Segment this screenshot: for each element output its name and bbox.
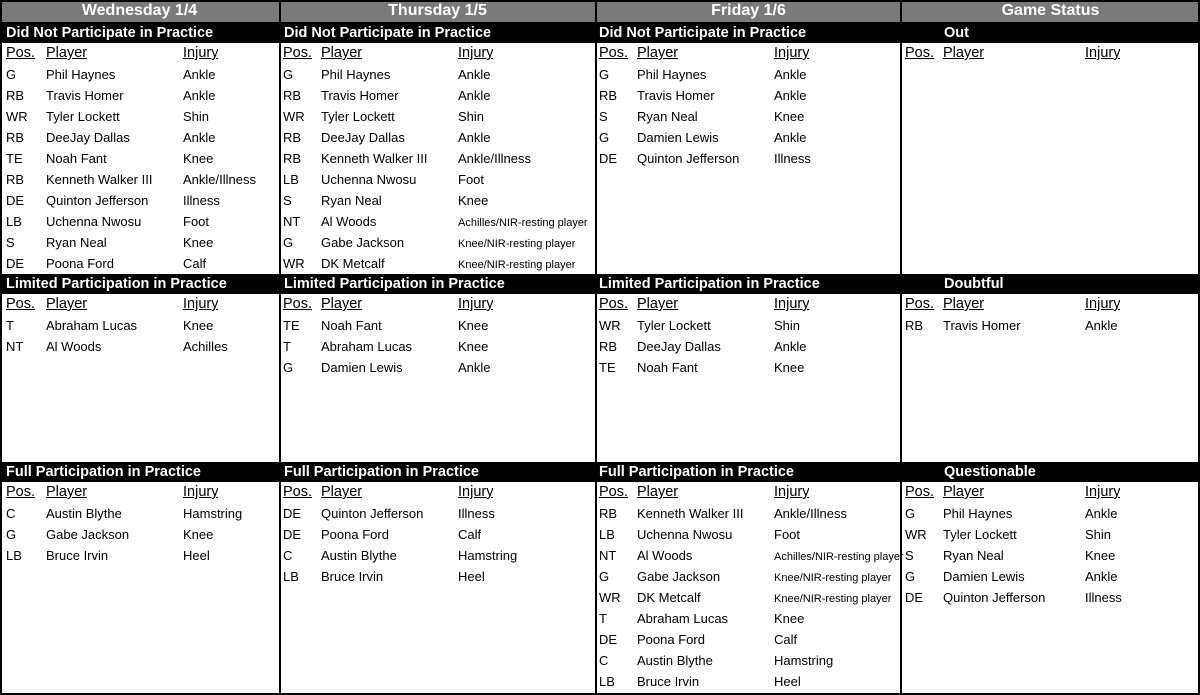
player-injury: Heel xyxy=(183,548,210,563)
player-injury: Knee/NIR-resting player xyxy=(458,259,576,271)
player-name: DeeJay Dallas xyxy=(637,339,721,354)
player-name: Poona Ford xyxy=(637,632,705,647)
player-name: Phil Haynes xyxy=(321,67,391,82)
player-position: WR xyxy=(283,256,305,271)
player-name: Uchenna Nwosu xyxy=(46,214,142,229)
player-column-header: Player xyxy=(321,484,363,500)
player-name: Gabe Jackson xyxy=(46,527,130,542)
player-position: RB xyxy=(6,88,25,103)
player-name: Tyler Lockett xyxy=(637,318,711,333)
player-injury: Heel xyxy=(458,569,485,584)
player-injury: Ankle xyxy=(774,67,807,82)
pos-column-header: Pos. xyxy=(599,45,629,61)
section-title-fri-dnp: Did Not Participate in Practice xyxy=(596,23,901,43)
player-name: Phil Haynes xyxy=(943,506,1013,521)
player-injury: Ankle xyxy=(774,339,807,354)
player-name: Phil Haynes xyxy=(637,67,707,82)
player-injury: Ankle xyxy=(458,88,491,103)
section-title-out: Out xyxy=(901,23,1200,43)
player-position: G xyxy=(6,527,17,542)
player-name: DK Metcalf xyxy=(637,590,701,605)
player-injury: Hamstring xyxy=(774,653,834,668)
player-injury: Calf xyxy=(183,256,207,271)
player-position: S xyxy=(905,548,914,563)
player-injury: Knee xyxy=(183,235,214,250)
injury-column-header: Injury xyxy=(458,296,494,312)
player-position: G xyxy=(905,569,916,584)
section-title-fri-full: Full Participation in Practice xyxy=(596,462,901,482)
player-injury: Ankle xyxy=(1085,506,1118,521)
player-name: Damien Lewis xyxy=(321,360,403,375)
player-name: Abraham Lucas xyxy=(321,339,413,354)
player-injury: Ankle xyxy=(774,130,807,145)
column-divider xyxy=(595,0,597,695)
pos-column-header: Pos. xyxy=(599,296,629,312)
player-injury: Knee xyxy=(774,611,805,626)
player-position: WR xyxy=(283,109,305,124)
player-position: RB xyxy=(905,318,924,333)
player-column-header: Player xyxy=(943,296,985,312)
player-name: Uchenna Nwosu xyxy=(321,172,417,187)
section-title-thu-full: Full Participation in Practice xyxy=(279,462,596,482)
player-name: Al Woods xyxy=(637,548,693,563)
player-injury: Foot xyxy=(774,527,801,542)
injury-column-header: Injury xyxy=(1085,45,1121,61)
player-position: LB xyxy=(6,548,22,563)
player-name: Bruce Irvin xyxy=(321,569,384,584)
player-position: RB xyxy=(283,130,302,145)
player-position: RB xyxy=(6,172,25,187)
player-name: Tyler Lockett xyxy=(46,109,120,124)
player-name: Al Woods xyxy=(321,214,377,229)
player-column-header: Player xyxy=(943,45,985,61)
column-header-friday: Friday 1/6 xyxy=(596,0,901,22)
player-name: Noah Fant xyxy=(637,360,698,375)
player-position: G xyxy=(599,130,610,145)
player-position: T xyxy=(599,611,607,626)
player-column-header: Player xyxy=(637,45,679,61)
player-name: Damien Lewis xyxy=(637,130,719,145)
pos-column-header: Pos. xyxy=(6,45,36,61)
player-position: DE xyxy=(283,527,302,542)
player-position: RB xyxy=(599,88,618,103)
injury-column-header: Injury xyxy=(774,484,810,500)
player-injury: Ankle xyxy=(1085,569,1118,584)
column-header-wednesday: Wednesday 1/4 xyxy=(0,0,279,22)
player-position: S xyxy=(599,109,608,124)
injury-column-header: Injury xyxy=(774,296,810,312)
player-position: DE xyxy=(6,256,25,271)
pos-column-header: Pos. xyxy=(6,296,36,312)
column-header-game-status: Game Status xyxy=(901,0,1200,22)
player-name: Ryan Neal xyxy=(321,193,382,208)
player-name: Travis Homer xyxy=(943,318,1021,333)
player-position: NT xyxy=(6,339,24,354)
player-position: G xyxy=(905,506,916,521)
player-name: Austin Blythe xyxy=(46,506,122,521)
player-name: Bruce Irvin xyxy=(46,548,109,563)
player-injury: Knee xyxy=(183,151,214,166)
player-injury: Ankle xyxy=(458,130,491,145)
player-column-header: Player xyxy=(321,45,363,61)
player-position: T xyxy=(6,318,14,333)
player-injury: Ankle xyxy=(458,67,491,82)
player-position: C xyxy=(283,548,293,563)
player-injury: Ankle xyxy=(1085,318,1118,333)
player-name: Abraham Lucas xyxy=(637,611,729,626)
section-title-thu-limited: Limited Participation in Practice xyxy=(279,274,596,294)
player-injury: Ankle/Illness xyxy=(183,172,256,187)
player-injury: Knee xyxy=(183,527,214,542)
player-injury: Shin xyxy=(774,318,801,333)
player-name: DeeJay Dallas xyxy=(46,130,130,145)
player-column-header: Player xyxy=(321,296,363,312)
player-name: DeeJay Dallas xyxy=(321,130,405,145)
player-position: G xyxy=(283,235,294,250)
player-name: Phil Haynes xyxy=(46,67,116,82)
pos-column-header: Pos. xyxy=(905,296,935,312)
player-name: Tyler Lockett xyxy=(321,109,395,124)
player-name: Quinton Jefferson xyxy=(321,506,424,521)
player-injury: Shin xyxy=(183,109,210,124)
player-position: DE xyxy=(905,590,924,605)
player-position: WR xyxy=(905,527,927,542)
player-position: LB xyxy=(599,674,615,689)
pos-column-header: Pos. xyxy=(283,296,313,312)
player-injury: Ankle/Illness xyxy=(458,151,531,166)
player-position: G xyxy=(283,67,294,82)
player-position: DE xyxy=(599,632,618,647)
player-position: TE xyxy=(283,318,300,333)
player-injury: Illness xyxy=(1085,590,1122,605)
player-name: Poona Ford xyxy=(321,527,389,542)
player-position: WR xyxy=(599,590,621,605)
section-title-fri-limited: Limited Participation in Practice xyxy=(596,274,901,294)
player-injury: Achilles xyxy=(183,339,228,354)
player-injury: Knee/NIR-resting player xyxy=(458,238,576,250)
injury-column-header: Injury xyxy=(183,296,219,312)
player-injury: Ankle xyxy=(183,130,216,145)
player-injury: Achilles/NIR-resting player xyxy=(458,217,588,229)
section-title-questionable: Questionable xyxy=(901,462,1200,482)
player-name: Tyler Lockett xyxy=(943,527,1017,542)
section-title-wed-full: Full Participation in Practice xyxy=(0,462,279,482)
player-name: Ryan Neal xyxy=(46,235,107,250)
player-position: C xyxy=(599,653,609,668)
player-injury: Shin xyxy=(458,109,485,124)
player-injury: Calf xyxy=(774,632,798,647)
section-title-wed-dnp: Did Not Participate in Practice xyxy=(0,23,279,43)
player-name: Abraham Lucas xyxy=(46,318,138,333)
injury-column-header: Injury xyxy=(774,45,810,61)
player-position: LB xyxy=(6,214,22,229)
pos-column-header: Pos. xyxy=(283,45,313,61)
player-name: Austin Blythe xyxy=(637,653,713,668)
column-divider xyxy=(900,0,902,695)
injury-column-header: Injury xyxy=(1085,296,1121,312)
player-name: Travis Homer xyxy=(46,88,124,103)
player-position: RB xyxy=(283,151,302,166)
injury-column-header: Injury xyxy=(1085,484,1121,500)
player-injury: Ankle xyxy=(458,360,491,375)
player-injury: Illness xyxy=(183,193,220,208)
player-position: S xyxy=(6,235,15,250)
player-column-header: Player xyxy=(637,484,679,500)
header-divider xyxy=(0,22,1200,23)
player-name: Travis Homer xyxy=(637,88,715,103)
player-column-header: Player xyxy=(46,484,88,500)
player-position: DE xyxy=(599,151,618,166)
player-position: RB xyxy=(599,339,618,354)
player-position: C xyxy=(6,506,16,521)
injury-column-header: Injury xyxy=(458,484,494,500)
player-name: DK Metcalf xyxy=(321,256,385,271)
player-injury: Calf xyxy=(458,527,482,542)
player-position: WR xyxy=(599,318,621,333)
player-position: RB xyxy=(599,506,618,521)
player-injury: Knee xyxy=(458,193,489,208)
player-injury: Knee xyxy=(458,318,489,333)
player-position: NT xyxy=(283,214,301,229)
player-injury: Knee xyxy=(774,109,805,124)
pos-column-header: Pos. xyxy=(599,484,629,500)
player-name: Kenneth Walker III xyxy=(46,172,153,187)
player-injury: Shin xyxy=(1085,527,1112,542)
player-name: Kenneth Walker III xyxy=(321,151,428,166)
player-name: Ryan Neal xyxy=(637,109,698,124)
player-position: G xyxy=(283,360,294,375)
player-injury: Ankle xyxy=(774,88,807,103)
player-injury: Hamstring xyxy=(458,548,518,563)
player-injury: Knee xyxy=(774,360,805,375)
player-position: NT xyxy=(599,548,617,563)
player-position: DE xyxy=(6,193,25,208)
player-name: Damien Lewis xyxy=(943,569,1025,584)
section-title-thu-dnp: Did Not Participate in Practice xyxy=(279,23,596,43)
player-name: Noah Fant xyxy=(46,151,107,166)
player-name: Poona Ford xyxy=(46,256,114,271)
player-name: Quinton Jefferson xyxy=(46,193,149,208)
player-name: Noah Fant xyxy=(321,318,382,333)
player-name: Kenneth Walker III xyxy=(637,506,744,521)
player-name: Quinton Jefferson xyxy=(943,590,1046,605)
player-injury: Illness xyxy=(458,506,495,521)
player-injury: Knee xyxy=(1085,548,1116,563)
player-name: Uchenna Nwosu xyxy=(637,527,733,542)
player-injury: Heel xyxy=(774,674,801,689)
player-injury: Knee/NIR-resting player xyxy=(774,593,892,605)
player-injury: Hamstring xyxy=(183,506,243,521)
player-name: Bruce Irvin xyxy=(637,674,700,689)
player-injury: Ankle/Illness xyxy=(774,506,847,521)
player-position: LB xyxy=(283,172,299,187)
section-title-doubtful: Doubtful xyxy=(901,274,1200,294)
player-name: Travis Homer xyxy=(321,88,399,103)
column-header-thursday: Thursday 1/5 xyxy=(279,0,596,22)
injury-column-header: Injury xyxy=(183,45,219,61)
player-injury: Foot xyxy=(458,172,485,187)
pos-column-header: Pos. xyxy=(905,484,935,500)
column-divider xyxy=(279,0,281,695)
player-position: DE xyxy=(283,506,302,521)
player-column-header: Player xyxy=(943,484,985,500)
player-position: LB xyxy=(599,527,615,542)
player-injury: Foot xyxy=(183,214,210,229)
player-column-header: Player xyxy=(637,296,679,312)
pos-column-header: Pos. xyxy=(905,45,935,61)
player-position: RB xyxy=(6,130,25,145)
player-position: RB xyxy=(283,88,302,103)
player-name: Gabe Jackson xyxy=(637,569,721,584)
player-name: Gabe Jackson xyxy=(321,235,405,250)
injury-column-header: Injury xyxy=(458,45,494,61)
player-column-header: Player xyxy=(46,296,88,312)
player-position: T xyxy=(283,339,291,354)
player-name: Al Woods xyxy=(46,339,102,354)
player-position: WR xyxy=(6,109,28,124)
player-injury: Achilles/NIR-resting player xyxy=(774,551,904,563)
player-name: Ryan Neal xyxy=(943,548,1004,563)
player-position: TE xyxy=(599,360,616,375)
player-position: S xyxy=(283,193,292,208)
player-injury: Knee xyxy=(458,339,489,354)
player-position: G xyxy=(599,569,610,584)
player-column-header: Player xyxy=(46,45,88,61)
player-injury: Knee/NIR-resting player xyxy=(774,572,892,584)
pos-column-header: Pos. xyxy=(6,484,36,500)
player-position: G xyxy=(6,67,17,82)
player-injury: Ankle xyxy=(183,67,216,82)
player-name: Quinton Jefferson xyxy=(637,151,740,166)
section-title-wed-limited: Limited Participation in Practice xyxy=(0,274,279,294)
player-injury: Ankle xyxy=(183,88,216,103)
player-name: Austin Blythe xyxy=(321,548,397,563)
player-injury: Knee xyxy=(183,318,214,333)
player-injury: Illness xyxy=(774,151,811,166)
player-position: TE xyxy=(6,151,23,166)
player-position: G xyxy=(599,67,610,82)
player-position: LB xyxy=(283,569,299,584)
injury-column-header: Injury xyxy=(183,484,219,500)
pos-column-header: Pos. xyxy=(283,484,313,500)
